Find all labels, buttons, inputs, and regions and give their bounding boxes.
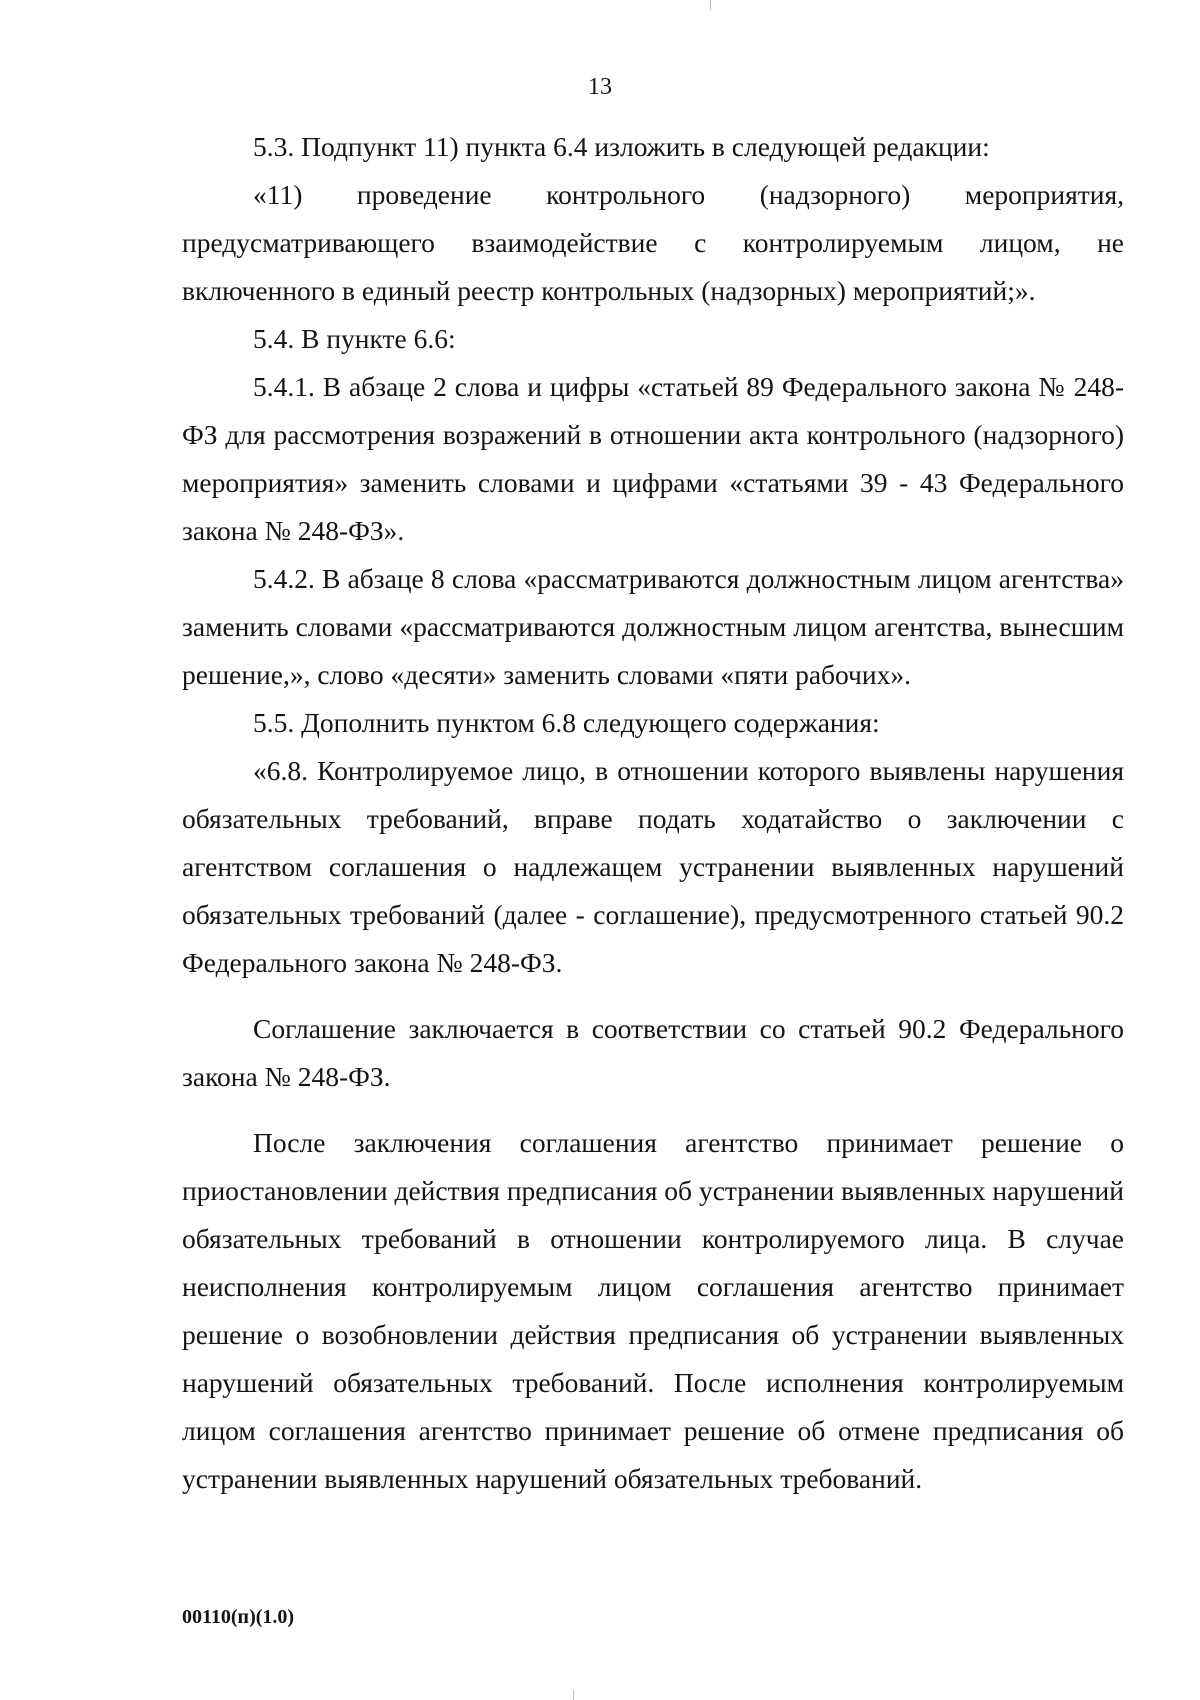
paragraph-6-8-quote: «6.8. Контролируемое лицо, в отношении которого выявлены нарушения обязательных требований, вправе подать ходатайство о заключении с агентством соглашения о надлежащем устранении выявленных нарушений обязательных требований (далее - соглашение), предусмотренного статьей 90.2 Федерального закона № 248-ФЗ. <box>182 755 1124 978</box>
scan-artifact-top <box>710 0 711 10</box>
paragraph-5-4-2: 5.4.2. В абзаце 8 слова «рассматриваются должностным лицом агентства» заменить словами «рассматриваются должностным лицом агентства, вынесшим решение,», слово «десяти» заменить словами «пяти рабочих». <box>182 563 1124 690</box>
paragraph-5-4-1: 5.4.1. В абзаце 2 слова и цифры «статьей 89 Федерального закона № 248-ФЗ для рассмотрения возражений в отношении акта контрольного (надзорного) мероприятия» заменить словами и цифрами «статьями 39 - 43 Федерального закона № 248-ФЗ». <box>182 371 1124 546</box>
document-code: 00110(п)(1.0) <box>182 1606 295 1628</box>
paragraph-5-5: 5.5. Дополнить пунктом 6.8 следующего содержания: <box>253 707 880 738</box>
scan-artifact-bottom <box>573 1690 574 1700</box>
document-body <box>182 123 1124 1503</box>
page-number: 13 <box>588 74 612 100</box>
paragraph-after-agreement: После заключения соглашения агентство принимает решение о приостановлении действия предписания об устранении выявленных нарушений обязательных требований в отношении контролируемого лица. В случае неисполнения контролируемым лицом соглашения агентство принимает решение о возобновлении действия предписания об устранении выявленных нарушений обязательных требований. После исполнения контролируемым лицом соглашения агентство принимает решение об отмене предписания об устранении выявленных нарушений обязательных требований. <box>182 1127 1124 1494</box>
paragraph-5-3: 5.3. Подпункт 11) пункта 6.4 изложить в следующей редакции: <box>253 131 990 162</box>
paragraph-5-4: 5.4. В пункте 6.6: <box>253 323 456 354</box>
paragraph-11-quote: «11) проведение контрольного (надзорного) мероприятия, предусматривающего взаимодействие с контролируемым лицом, не включенного в единый реестр контрольных (надзорных) мероприятий;». <box>182 179 1124 306</box>
paragraph-agreement: Соглашение заключается в соответствии со статьей 90.2 Федерального закона № 248-ФЗ. <box>182 1013 1124 1092</box>
